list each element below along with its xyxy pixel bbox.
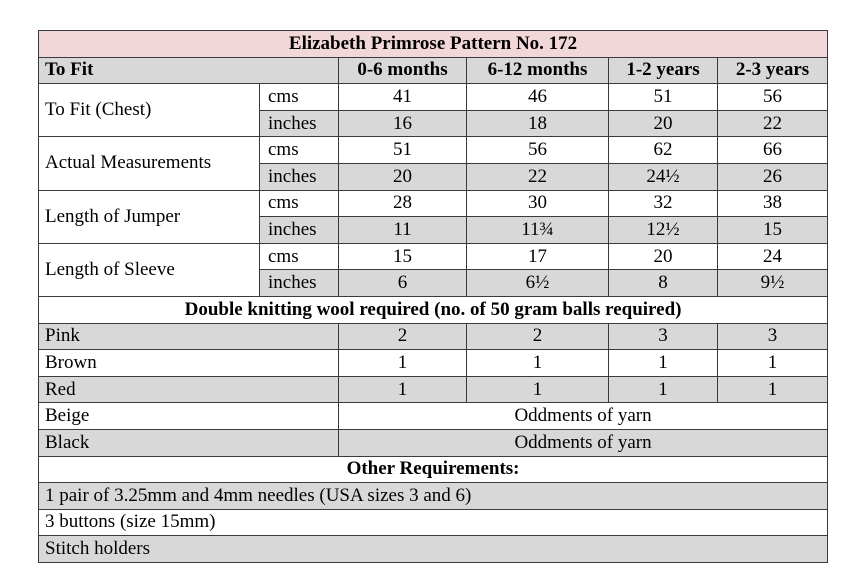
value-cell: 51: [609, 84, 718, 111]
title-row: [39, 31, 828, 58]
value-cell: 20: [609, 110, 718, 137]
value-cell: 32: [609, 190, 718, 217]
value-cell: 46: [467, 84, 609, 111]
wool-count: 2: [339, 323, 467, 350]
wool-row: [39, 429, 828, 456]
pattern-title: Elizabeth Primrose Pattern No. 172: [39, 31, 828, 58]
other-heading: Other Requirements:: [39, 456, 828, 483]
wool-color: Red: [39, 376, 339, 403]
wool-color: Pink: [39, 323, 339, 350]
unit-label: cms: [260, 243, 339, 270]
measurement-row: [39, 243, 828, 270]
value-cell: 30: [467, 190, 609, 217]
value-cell: 56: [467, 137, 609, 164]
wool-count: 1: [467, 376, 609, 403]
size-header: 2-3 years: [718, 57, 828, 84]
requirement-item: 1 pair of 3.25mm and 4mm needles (USA sizes 3 and 6): [39, 483, 828, 510]
value-cell: 11¾: [467, 217, 609, 244]
unit-label: cms: [260, 84, 339, 111]
header-row: [39, 57, 828, 84]
wool-count: 1: [718, 376, 828, 403]
value-cell: 24: [718, 243, 828, 270]
wool-row: [39, 323, 828, 350]
unit-label: cms: [260, 137, 339, 164]
wool-row: [39, 403, 828, 430]
wool-color: Beige: [39, 403, 339, 430]
value-cell: 6½: [467, 270, 609, 297]
measurement-label: Length of Jumper: [39, 190, 260, 243]
value-cell: 9½: [718, 270, 828, 297]
other-heading-row: [39, 456, 828, 483]
wool-count: 1: [609, 376, 718, 403]
wool-count: 2: [467, 323, 609, 350]
value-cell: 16: [339, 110, 467, 137]
wool-note: Oddments of yarn: [339, 403, 828, 430]
value-cell: 56: [718, 84, 828, 111]
value-cell: 15: [718, 217, 828, 244]
wool-heading-row: [39, 296, 828, 323]
wool-count: 1: [467, 350, 609, 377]
value-cell: 22: [718, 110, 828, 137]
unit-label: inches: [260, 217, 339, 244]
value-cell: 51: [339, 137, 467, 164]
wool-row: [39, 376, 828, 403]
wool-count: 1: [609, 350, 718, 377]
size-header: 0-6 months: [339, 57, 467, 84]
value-cell: 66: [718, 137, 828, 164]
value-cell: 12½: [609, 217, 718, 244]
value-cell: 62: [609, 137, 718, 164]
requirement-item: 3 buttons (size 15mm): [39, 509, 828, 536]
unit-label: inches: [260, 163, 339, 190]
size-header: 1-2 years: [609, 57, 718, 84]
wool-count: 1: [339, 376, 467, 403]
value-cell: 15: [339, 243, 467, 270]
to-fit-header: To Fit: [39, 57, 339, 84]
size-header: 6-12 months: [467, 57, 609, 84]
requirement-row: [39, 536, 828, 563]
requirement-row: [39, 509, 828, 536]
value-cell: 26: [718, 163, 828, 190]
value-cell: 18: [467, 110, 609, 137]
value-cell: 20: [339, 163, 467, 190]
wool-color: Brown: [39, 350, 339, 377]
wool-count: 3: [609, 323, 718, 350]
measurement-row: [39, 137, 828, 164]
measurement-label: Actual Measurements: [39, 137, 260, 190]
unit-label: inches: [260, 110, 339, 137]
wool-row: [39, 350, 828, 377]
value-cell: 22: [467, 163, 609, 190]
unit-label: inches: [260, 270, 339, 297]
wool-color: Black: [39, 429, 339, 456]
wool-count: 1: [339, 350, 467, 377]
wool-heading: Double knitting wool required (no. of 50 gram balls required): [39, 296, 828, 323]
value-cell: 28: [339, 190, 467, 217]
value-cell: 6: [339, 270, 467, 297]
wool-count: 1: [718, 350, 828, 377]
wool-count: 3: [718, 323, 828, 350]
value-cell: 41: [339, 84, 467, 111]
measurement-row: [39, 84, 828, 111]
unit-label: cms: [260, 190, 339, 217]
requirement-row: [39, 483, 828, 510]
wool-note: Oddments of yarn: [339, 429, 828, 456]
pattern-table: [38, 30, 828, 563]
measurement-row: [39, 190, 828, 217]
value-cell: 38: [718, 190, 828, 217]
value-cell: 24½: [609, 163, 718, 190]
measurement-label: Length of Sleeve: [39, 243, 260, 296]
measurement-label: To Fit (Chest): [39, 84, 260, 137]
requirement-item: Stitch holders: [39, 536, 828, 563]
value-cell: 17: [467, 243, 609, 270]
value-cell: 8: [609, 270, 718, 297]
value-cell: 11: [339, 217, 467, 244]
value-cell: 20: [609, 243, 718, 270]
